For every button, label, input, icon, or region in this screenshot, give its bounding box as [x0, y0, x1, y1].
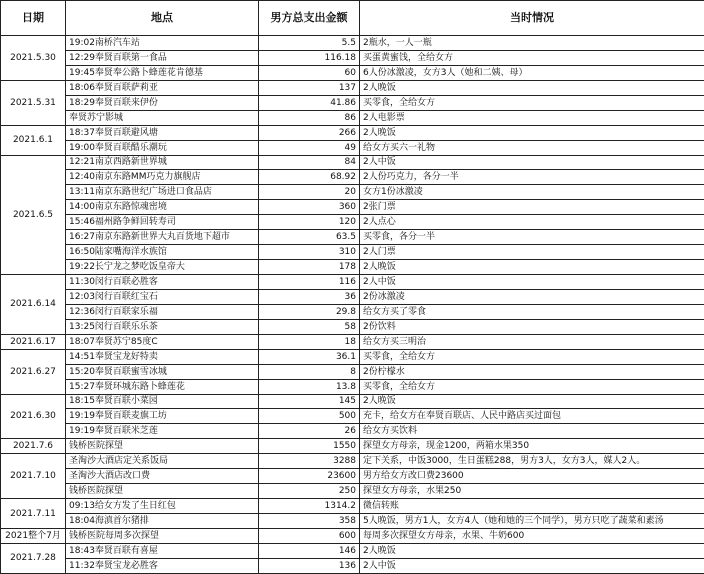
note-cell: 2人晚饭: [360, 125, 704, 140]
amount-cell: 29.8: [259, 304, 360, 319]
place-cell: 16:50陆家嘴海洋水族馆: [66, 245, 259, 260]
date-cell: 2021整个7月: [1, 528, 66, 543]
note-cell: 买零食，全给女方: [360, 95, 704, 110]
amount-cell: 5.5: [259, 36, 360, 51]
table-row: [1, 230, 704, 245]
date-cell: 2021.6.5: [1, 155, 66, 275]
amount-cell: 250: [259, 484, 360, 499]
amount-cell: 23600: [259, 469, 360, 484]
table-row: [1, 499, 704, 514]
table-row: [1, 200, 704, 215]
note-cell: 给女方买三明治: [360, 334, 704, 349]
note-cell: 探望女方母亲，水果250: [360, 484, 704, 499]
place-cell: 18:04海滇首尔猪排: [66, 514, 259, 529]
table-row: [1, 95, 704, 110]
note-cell: 2人点心: [360, 215, 704, 230]
table-row: [1, 454, 704, 469]
amount-cell: 178: [259, 260, 360, 275]
place-cell: 12:21南京西路新世界城: [66, 155, 259, 170]
note-cell: 给女方买六一礼物: [360, 140, 704, 155]
note-cell: 买零食，各分一半: [360, 230, 704, 245]
place-cell: 09:13给女方发了生日红包: [66, 499, 259, 514]
table-row: [1, 185, 704, 200]
place-cell: 18:06奉贤百联萨莉亚: [66, 80, 259, 95]
amount-cell: 36: [259, 289, 360, 304]
date-cell: 2021.7.11: [1, 499, 66, 529]
note-cell: 2人晚饭: [360, 394, 704, 409]
place-cell: 18:07奉贤苏宁85度C: [66, 334, 259, 349]
amount-cell: 116: [259, 275, 360, 290]
table-row: [1, 80, 704, 95]
place-cell: 12:29奉贤百联第一食品: [66, 50, 259, 65]
table-row: [1, 319, 704, 334]
table-row: [1, 170, 704, 185]
note-cell: 微信转账: [360, 499, 704, 514]
header-date: 日期: [1, 1, 66, 36]
table-row: [1, 394, 704, 409]
table-row: [1, 364, 704, 379]
amount-cell: 145: [259, 394, 360, 409]
note-cell: 2人门票: [360, 245, 704, 260]
date-cell: 2021.6.17: [1, 334, 66, 349]
amount-cell: 1550: [259, 439, 360, 454]
table-row: [1, 424, 704, 439]
table-row: [1, 245, 704, 260]
place-cell: 19:22长宁龙之梦吃饭皇帝大: [66, 260, 259, 275]
table-row: [1, 125, 704, 140]
amount-cell: 13.8: [259, 379, 360, 394]
date-cell: 2021.7.6: [1, 439, 66, 454]
note-cell: 买蛋黄蜜饯，全给女方: [360, 50, 704, 65]
place-cell: 15:20奉贤百联蜜雪冰城: [66, 364, 259, 379]
table-row: [1, 484, 704, 499]
place-cell: 18:43奉贤百联有喜屋: [66, 543, 259, 558]
amount-cell: 60: [259, 65, 360, 80]
date-cell: 2021.7.10: [1, 454, 66, 499]
place-cell: 14:51奉贤宝龙好特卖: [66, 349, 259, 364]
table-row: [1, 543, 704, 558]
place-cell: 19:19奉贤百联麦旗工坊: [66, 409, 259, 424]
note-cell: 充卡，给女方在奉贤百联店、人民中路店买过面包: [360, 409, 704, 424]
table-row: [1, 514, 704, 529]
place-cell: 19:02南桥汽车站: [66, 36, 259, 51]
amount-cell: 137: [259, 80, 360, 95]
note-cell: 2份饮料: [360, 319, 704, 334]
note-cell: 6人份冰激凌，女方3人（她和二姨、母）: [360, 65, 704, 80]
amount-cell: 600: [259, 528, 360, 543]
note-cell: 2人份巧克力，各分一半: [360, 170, 704, 185]
table-row: [1, 558, 704, 573]
amount-cell: 136: [259, 558, 360, 573]
amount-cell: 8: [259, 364, 360, 379]
amount-cell: 58: [259, 319, 360, 334]
table-row: [1, 260, 704, 275]
table-row: [1, 528, 704, 543]
table-row: [1, 36, 704, 51]
note-cell: 2份冰激凌: [360, 289, 704, 304]
place-cell: 18:29奉贤百联来伊份: [66, 95, 259, 110]
table-row: [1, 469, 704, 484]
note-cell: 2份柠檬水: [360, 364, 704, 379]
table-row: [1, 379, 704, 394]
amount-cell: 1314.2: [259, 499, 360, 514]
amount-cell: 146: [259, 543, 360, 558]
place-cell: 18:15奉贤百联小菜园: [66, 394, 259, 409]
place-cell: 钱桥医院每周多次探望: [66, 528, 259, 543]
amount-cell: 3288: [259, 454, 360, 469]
table-row: [1, 289, 704, 304]
date-cell: 2021.6.1: [1, 125, 66, 155]
place-cell: 12:03闵行百联红宝石: [66, 289, 259, 304]
place-cell: 12:36闵行百联家乐福: [66, 304, 259, 319]
note-cell: 2人晚饭: [360, 543, 704, 558]
place-cell: 12:40南京东路MM巧克力旗舰店: [66, 170, 259, 185]
amount-cell: 26: [259, 424, 360, 439]
date-cell: 2021.6.30: [1, 394, 66, 439]
note-cell: 男方给女方改口费23600: [360, 469, 704, 484]
amount-cell: 18: [259, 334, 360, 349]
amount-cell: 63.5: [259, 230, 360, 245]
place-cell: 钱桥医院探望: [66, 484, 259, 499]
date-cell: 2021.6.27: [1, 349, 66, 394]
place-cell: 19:19奉贤百联米芝莲: [66, 424, 259, 439]
place-cell: 15:46福州路争鲜回转寿司: [66, 215, 259, 230]
amount-cell: 49: [259, 140, 360, 155]
table-row: [1, 304, 704, 319]
note-cell: 2人电影票: [360, 110, 704, 125]
amount-cell: 68.92: [259, 170, 360, 185]
amount-cell: 358: [259, 514, 360, 529]
note-cell: 定下关系，中饭3000，生日蛋糕288，男方3人，女方3人，媒人2人。: [360, 454, 704, 469]
amount-cell: 41.86: [259, 95, 360, 110]
note-cell: 买零食，全给女方: [360, 379, 704, 394]
table-row: [1, 439, 704, 454]
note-cell: 2人中饭: [360, 155, 704, 170]
note-cell: 女方1份冰激凌: [360, 185, 704, 200]
place-cell: 圣淘沙大酒店改口费: [66, 469, 259, 484]
place-cell: 19:00奉贤百联酷乐潮玩: [66, 140, 259, 155]
table-row: [1, 215, 704, 230]
place-cell: 圣淘沙大酒店定关系饭局: [66, 454, 259, 469]
table-row: [1, 140, 704, 155]
place-cell: 奉贤苏宁影城: [66, 110, 259, 125]
note-cell: 2瓶水，一人一瓶: [360, 36, 704, 51]
place-cell: 15:27奉贤环城东路卜蜂莲花: [66, 379, 259, 394]
place-cell: 19:45奉贤奉公路卜蜂莲花肯德基: [66, 65, 259, 80]
amount-cell: 500: [259, 409, 360, 424]
note-cell: 买零食，全给女方: [360, 349, 704, 364]
note-cell: 每周多次探望女方母亲，水果、牛奶600: [360, 528, 704, 543]
amount-cell: 120: [259, 215, 360, 230]
amount-cell: 266: [259, 125, 360, 140]
table-row: [1, 334, 704, 349]
note-cell: 2张门票: [360, 200, 704, 215]
table-row: [1, 65, 704, 80]
amount-cell: 310: [259, 245, 360, 260]
date-cell: 2021.7.28: [1, 543, 66, 573]
note-cell: 探望女方母亲，现金1200，两箱水果350: [360, 439, 704, 454]
table-row: [1, 110, 704, 125]
place-cell: 14:00南京东路惊魂密境: [66, 200, 259, 215]
table-row: [1, 409, 704, 424]
header-note: 当时情况: [360, 1, 704, 36]
header-row: [1, 1, 704, 36]
note-cell: 给女方买饮料: [360, 424, 704, 439]
note-cell: 2人晚饭: [360, 260, 704, 275]
note-cell: 2人中饭: [360, 558, 704, 573]
note-cell: 给女方买了零食: [360, 304, 704, 319]
table-row: [1, 349, 704, 364]
header-place: 地点: [66, 1, 259, 36]
place-cell: 16:27南京东路新世界大丸百货地下超市: [66, 230, 259, 245]
amount-cell: 84: [259, 155, 360, 170]
amount-cell: 20: [259, 185, 360, 200]
date-cell: 2021.5.30: [1, 36, 66, 81]
date-cell: 2021.5.31: [1, 80, 66, 125]
table-body: [1, 36, 704, 574]
date-cell: 2021.6.14: [1, 275, 66, 335]
place-cell: 13:11南京东路世纪广场进口食品店: [66, 185, 259, 200]
note-cell: 2人晚饭: [360, 80, 704, 95]
table-row: [1, 50, 704, 65]
place-cell: 18:37奉贤百联避风塘: [66, 125, 259, 140]
place-cell: 11:32奉贤宝龙必胜客: [66, 558, 259, 573]
note-cell: 5人晚饭，男方1人，女方4人（她和她的三个同学），男方只吃了蔬菜和素汤: [360, 514, 704, 529]
place-cell: 13:25闵行百联乐乐茶: [66, 319, 259, 334]
amount-cell: 360: [259, 200, 360, 215]
place-cell: 11:30闵行百联必胜客: [66, 275, 259, 290]
place-cell: 钱桥医院探望: [66, 439, 259, 454]
table-row: [1, 155, 704, 170]
header-amount: 男方总支出金额: [259, 1, 360, 36]
table-row: [1, 275, 704, 290]
note-cell: 2人中饭: [360, 275, 704, 290]
amount-cell: 36.1: [259, 349, 360, 364]
amount-cell: 86: [259, 110, 360, 125]
amount-cell: 116.18: [259, 50, 360, 65]
